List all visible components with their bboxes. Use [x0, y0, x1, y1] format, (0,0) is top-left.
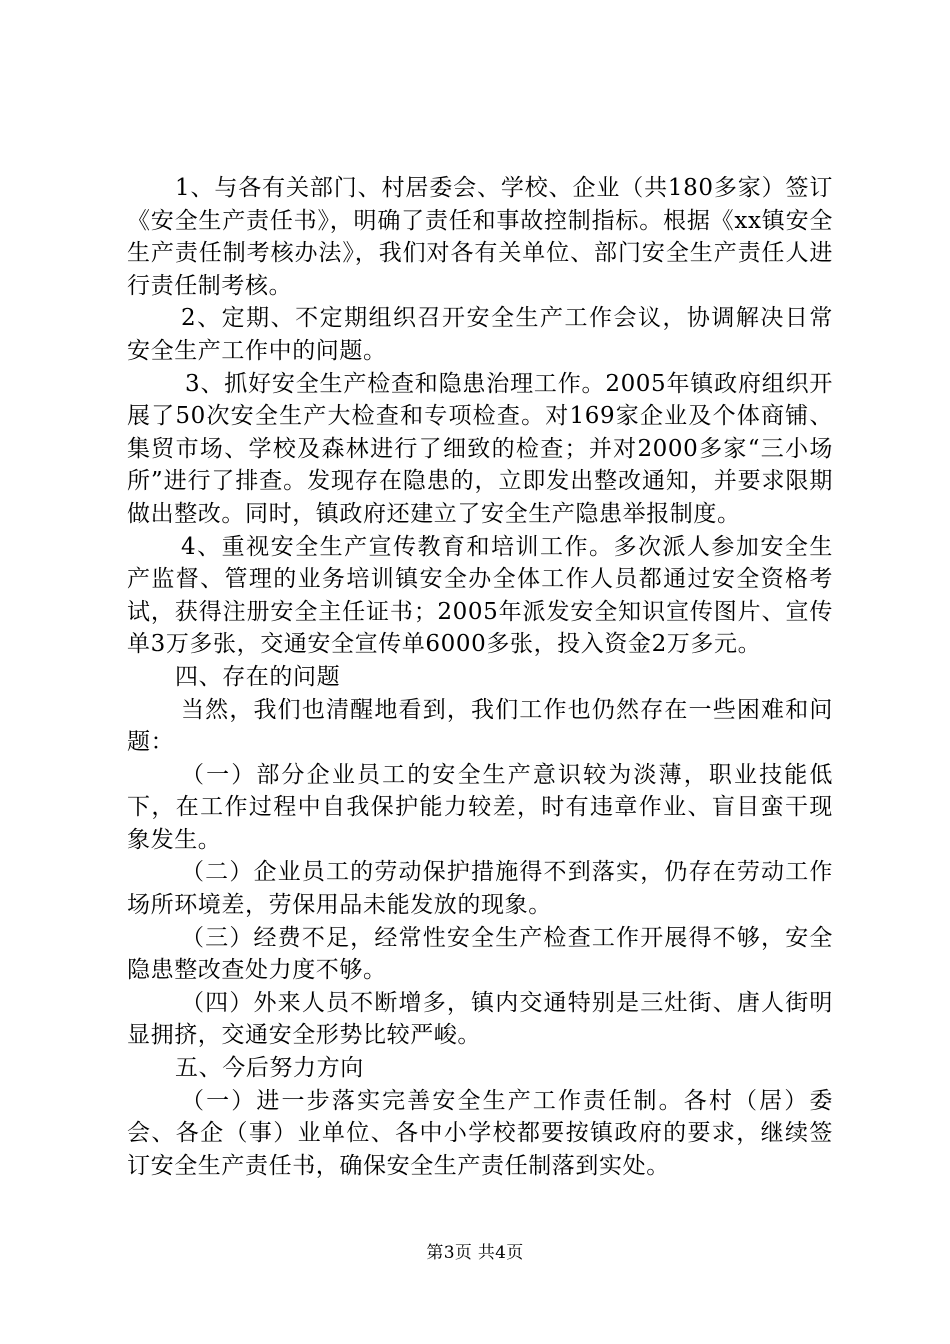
problem-item-3: （三）经费不足，经常性安全生产检查工作开展得不够，安全隐患整改查处力度不够。 — [127, 924, 833, 984]
section-heading-problems: 四、存在的问题 — [175, 663, 341, 690]
page-footer: 第3页 共4页 — [426, 1243, 524, 1263]
paragraph-inspections: 3、抓好安全生产检查和隐患治理工作。2005年镇政府组织开展了50次安全生产大检查和专项检查。对169家企业及个体商铺、集贸市场、学校及森林进行了细致的检查；并对2000多家“三小场所”进行了排查。发现存在隐患的，立即发出整改通知，并要求限期做出整改。同时，镇政府还建立了安全生产隐患举报制度。 — [127, 370, 833, 527]
future-item-1: （一）进一步落实完善安全生产工作责任制。各村（居）委会、各企（事）业单位、各中小学校都要按镇政府的要求，继续签订安全生产责任书，确保安全生产责任制落到实处。 — [127, 1087, 833, 1179]
section-heading-future: 五、今后努力方向 — [175, 1055, 364, 1082]
paragraph-problems-intro: 当然，我们也清醒地看到，我们工作也仍然存在一些困难和问题： — [127, 696, 833, 756]
problem-item-4: （四）外来人员不断增多，镇内交通特别是三灶街、唐人街明显拥挤，交通安全形势比较严峻。 — [127, 989, 833, 1049]
problem-item-1: （一）部分企业员工的安全生产意识较为淡薄，职业技能低下，在工作过程中自我保护能力较差，时有违章作业、盲目蛮干现象发生。 — [127, 761, 833, 853]
document-body — [127, 172, 833, 1182]
problem-item-2: （二）企业员工的劳动保护措施得不到落实，仍存在劳动工作场所环境差，劳保用品未能发放的现象。 — [127, 859, 833, 919]
paragraph-responsibility-book: 1、与各有关部门、村居委会、学校、企业（共180多家）签订《安全生产责任书》，明确了责任和事故控制指标。根据《xx镇安全生产责任制考核办法》，我们对各有关单位、部门安全生产责任人进行责任制考核。 — [127, 175, 833, 299]
paragraph-safety-meetings: 2、定期、不定期组织召开安全生产工作会议，协调解决日常安全生产工作中的问题。 — [127, 305, 833, 364]
paragraph-training: 4、重视安全生产宣传教育和培训工作。多次派人参加安全生产监督、管理的业务培训镇安全办全体工作人员都通过安全资格考试，获得注册安全主任证书；2005年派发安全知识宣传图片、宣传单3万多张，交通安全宣传单6000多张，投入资金2万多元。 — [127, 533, 833, 658]
